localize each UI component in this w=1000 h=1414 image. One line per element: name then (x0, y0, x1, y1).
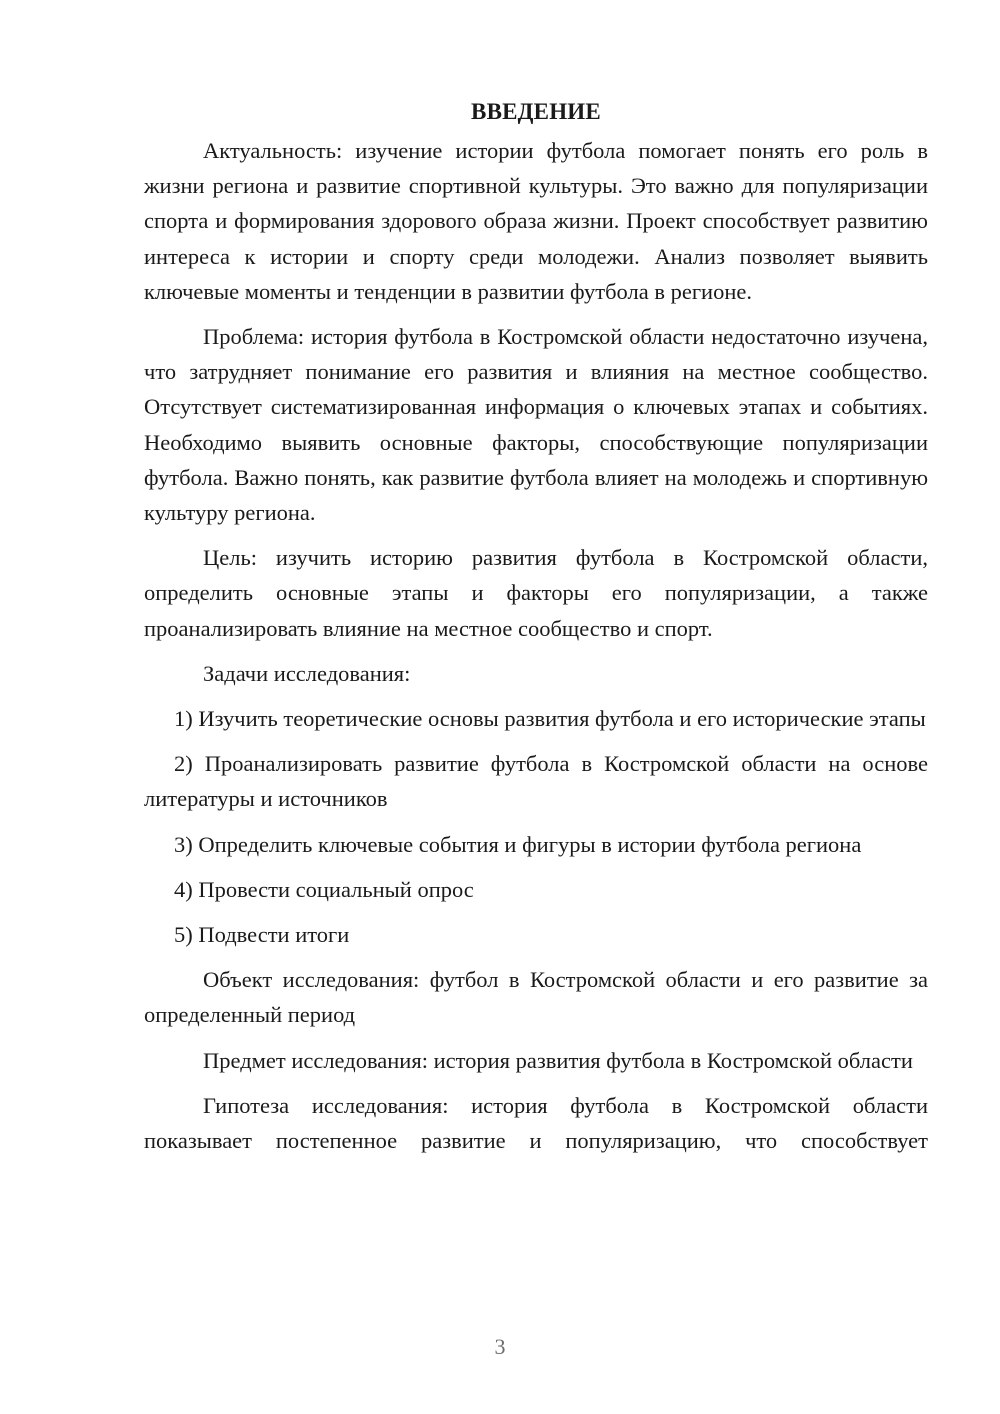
document-page (144, 94, 928, 1168)
object-paragraph: Объект исследования: футбол в Костромской области и его развитие за определенный период (144, 967, 928, 1028)
page-number: 3 (494, 1334, 506, 1359)
task-item-4: 4) Провести социальный опрос (174, 876, 474, 902)
problem-paragraph: Проблема: история футбола в Костромской области недостаточно изучена, что затрудняет понимание его развития и влияния на местное сообщество. Отсутствует систематизированная информация о ключевых этапах и событиях. Необходимо выявить основные факторы, способствующие популяризации футбола. Важно понять, как развитие футбола влияет на молодежь и спортивную культуру региона. (144, 324, 928, 526)
task-item-1: 1) Изучить теоретические основы развития футбола и его исторические этапы (174, 706, 926, 732)
task-item-3: 3) Определить ключевые события и фигуры в истории футбола региона (174, 831, 862, 857)
goal-paragraph: Цель: изучить историю развития футбола в Костромской области, определить основные этапы и факторы его популяризации, а также проанализировать влияние на местное сообщество и спорт. (144, 545, 928, 641)
section-title: ВВЕДЕНИЕ (471, 99, 601, 124)
relevance-paragraph: Актуальность: изучение истории футбола помогает понять его роль в жизни региона и развитие спортивной культуры. Это важно для популяризации спорта и формирования здорового образа жизни. Проект способствует развитию интереса к истории и спорту среди молодежи. Анализ позволяет выявить ключевые моменты и тенденции в развитии футбола в регионе. (144, 138, 928, 304)
subject-paragraph: Предмет исследования: история развития футбола в Костромской области (203, 1047, 913, 1073)
task-item-5: 5) Подвести итоги (174, 922, 350, 948)
task-item-2: 2) Проанализировать развитие футбола в Костромской области на основе литературы и источников (144, 751, 928, 812)
hypothesis-paragraph: Гипотеза исследования: история футбола в Костромской области показывает постепенное развитие и популяризацию, что способствует (144, 1092, 928, 1154)
tasks-heading: Задачи исследования: (203, 660, 411, 686)
